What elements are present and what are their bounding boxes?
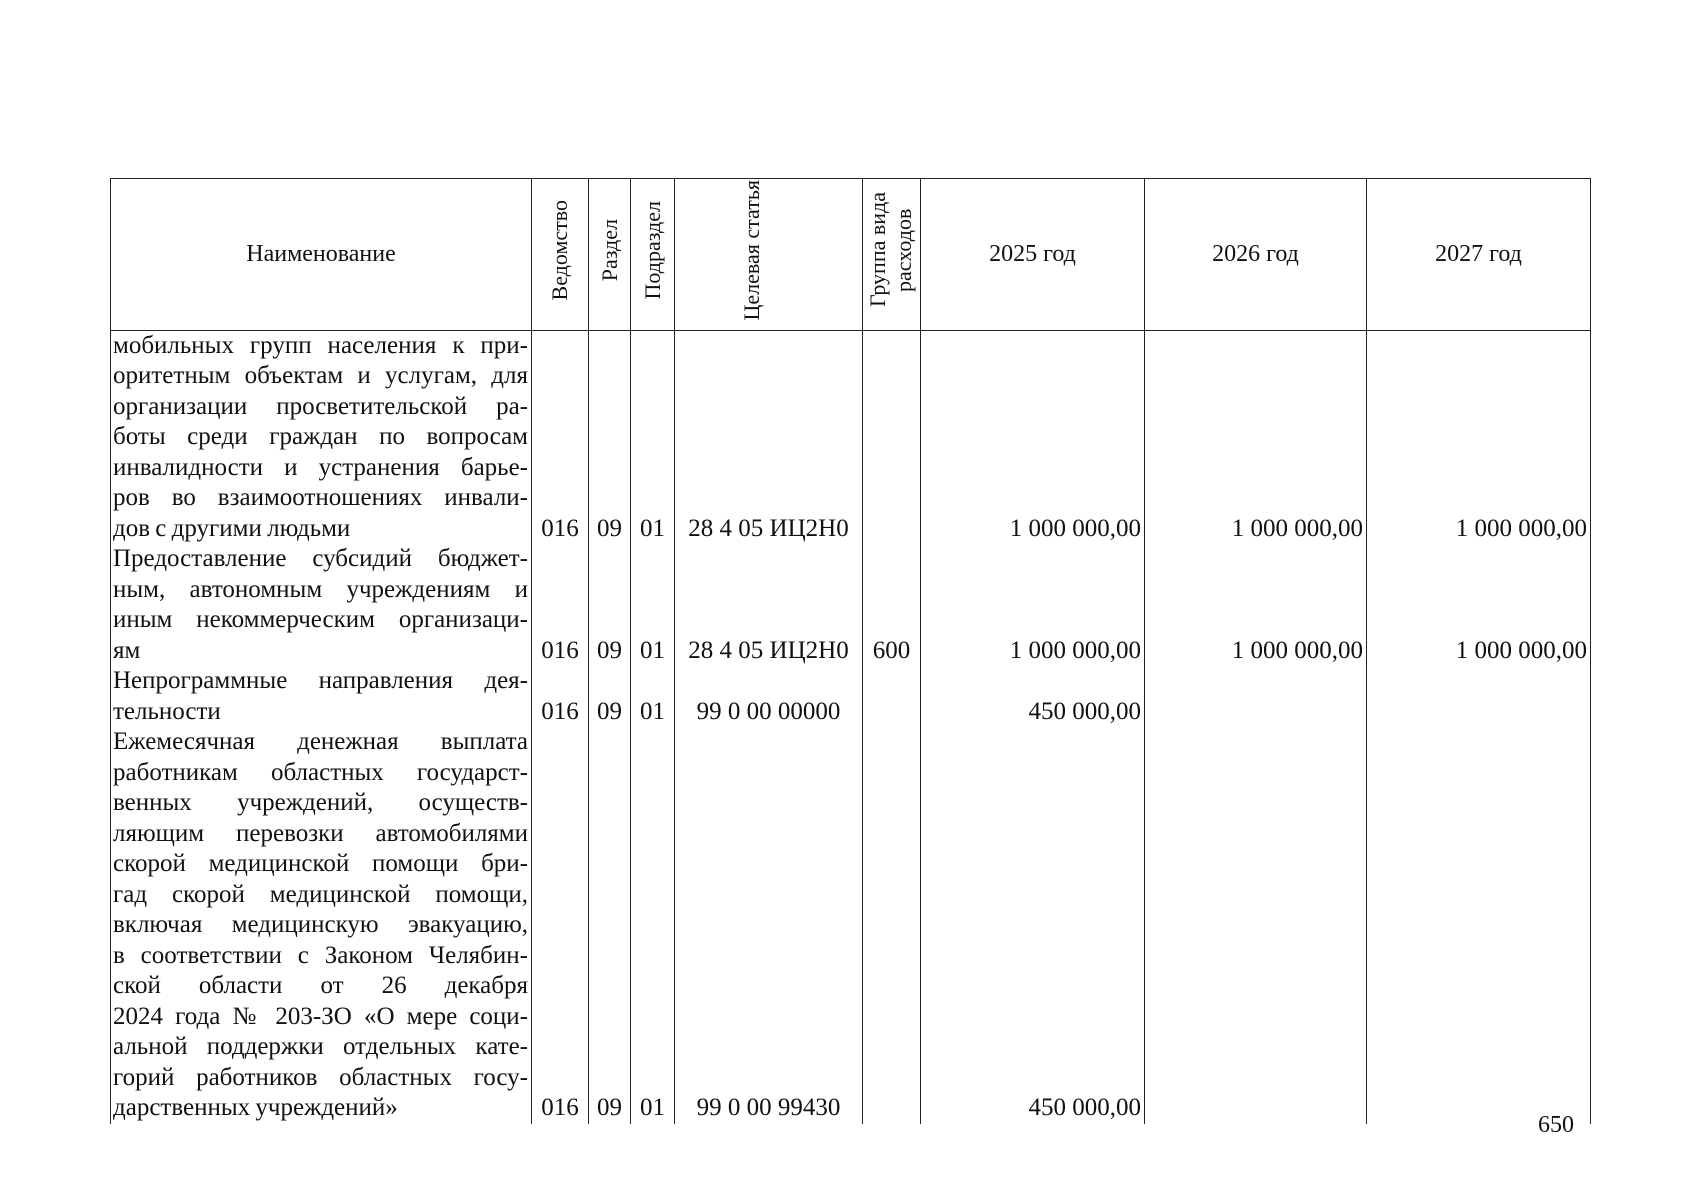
row-celevaya: 99 0 00 00000 bbox=[675, 666, 863, 727]
row-name-line: ской области от 26 декабря bbox=[113, 972, 528, 999]
table-row bbox=[111, 666, 1591, 727]
row-name-line: венных учреждений, осуществ- bbox=[113, 789, 528, 816]
row-name bbox=[111, 544, 532, 666]
header-name: Наименование bbox=[111, 179, 532, 331]
row-name-line: дов с другими людьми bbox=[113, 514, 351, 542]
row-2026: 1 000 000,00 bbox=[1145, 330, 1367, 544]
page-number: 650 bbox=[1538, 1112, 1574, 1138]
row-name-line: горий работников областных госу- bbox=[113, 1063, 528, 1091]
row-2025: 1 000 000,00 bbox=[921, 330, 1145, 544]
row-name-line: иным некоммерческим организаци- bbox=[113, 606, 528, 633]
header-2026: 2026 год bbox=[1145, 179, 1367, 331]
budget-table bbox=[110, 178, 1591, 1124]
row-2027: 1 000 000,00 bbox=[1367, 544, 1591, 666]
row-name bbox=[111, 666, 532, 727]
row-name-line: ям bbox=[113, 636, 141, 664]
row-razdel: 09 bbox=[589, 666, 631, 727]
header-2027: 2027 год bbox=[1367, 179, 1591, 331]
row-name bbox=[111, 727, 532, 1124]
row-2026 bbox=[1145, 666, 1367, 727]
row-name-line: боты среди граждан по вопросам bbox=[113, 423, 528, 450]
row-name-line: инвалидности и устранения барье- bbox=[113, 453, 528, 481]
table-row bbox=[111, 544, 1591, 666]
row-razdel: 09 bbox=[589, 727, 631, 1124]
row-name-line: Непрограммные направления дея- bbox=[113, 667, 528, 694]
row-celevaya: 99 0 00 99430 bbox=[675, 727, 863, 1124]
row-name-line: работникам областных государст- bbox=[113, 758, 528, 786]
row-name-line: гад скорой медицинской помощи, bbox=[113, 880, 528, 908]
row-podrazdel: 01 bbox=[631, 544, 675, 666]
header-row bbox=[111, 179, 1591, 331]
row-gruppa bbox=[863, 727, 921, 1124]
header-razdel: Раздел bbox=[589, 179, 631, 331]
row-2027 bbox=[1367, 666, 1591, 727]
row-vedomstvo: 016 bbox=[532, 330, 589, 544]
row-podrazdel: 01 bbox=[631, 666, 675, 727]
row-2025: 1 000 000,00 bbox=[921, 544, 1145, 666]
row-name bbox=[111, 330, 532, 544]
row-2025: 450 000,00 bbox=[921, 727, 1145, 1124]
row-name-line: Ежемесячная денежная выплата bbox=[113, 728, 528, 755]
row-name-line: ров во взаимоотношениях инвали- bbox=[113, 484, 528, 511]
header-podrazdel: Подраздел bbox=[631, 179, 675, 331]
header-gruppa: Группа вида расходов bbox=[863, 179, 921, 331]
header-celevaya: Целевая статья bbox=[675, 179, 863, 331]
row-name-line: тельности bbox=[113, 697, 221, 725]
table-row bbox=[111, 330, 1591, 544]
row-2026 bbox=[1145, 727, 1367, 1124]
row-gruppa bbox=[863, 330, 921, 544]
row-vedomstvo: 016 bbox=[532, 666, 589, 727]
row-gruppa: 600 bbox=[863, 544, 921, 666]
row-name-line: оритетным объектам и услугам, для bbox=[113, 362, 528, 389]
row-name-line: в соответствии с Законом Челябин- bbox=[113, 941, 528, 969]
table-row bbox=[111, 727, 1591, 1124]
row-razdel: 09 bbox=[589, 330, 631, 544]
row-razdel: 09 bbox=[589, 544, 631, 666]
row-gruppa bbox=[863, 666, 921, 727]
row-2026: 1 000 000,00 bbox=[1145, 544, 1367, 666]
row-2027: 1 000 000,00 bbox=[1367, 330, 1591, 544]
row-name-line: 2024 года № 203-ЗО «О мере соци- bbox=[113, 1002, 528, 1030]
row-2025: 450 000,00 bbox=[921, 666, 1145, 727]
row-vedomstvo: 016 bbox=[532, 544, 589, 666]
header-vedomstvo: Ведомство bbox=[532, 179, 589, 331]
row-name-line: ляющим перевозки автомобилями bbox=[113, 819, 528, 847]
row-podrazdel: 01 bbox=[631, 330, 675, 544]
row-celevaya: 28 4 05 ИЦ2Н0 bbox=[675, 330, 863, 544]
row-vedomstvo: 016 bbox=[532, 727, 589, 1124]
row-2027 bbox=[1367, 727, 1591, 1124]
row-name-line: ным, автономным учреждениям и bbox=[113, 575, 528, 603]
row-name-line: скорой медицинской помощи бри- bbox=[113, 850, 528, 877]
row-name-line: Предоставление субсидий бюджет- bbox=[113, 545, 528, 572]
row-podrazdel: 01 bbox=[631, 727, 675, 1124]
header-2025: 2025 год bbox=[921, 179, 1145, 331]
row-name-line: включая медицинскую эвакуацию, bbox=[113, 911, 528, 938]
row-celevaya: 28 4 05 ИЦ2Н0 bbox=[675, 544, 863, 666]
row-name-line: альной поддержки отдельных кате- bbox=[113, 1033, 528, 1060]
row-name-line: мобильных групп населения к при- bbox=[113, 331, 528, 359]
row-name-line: дарственных учреждений» bbox=[113, 1094, 398, 1121]
row-name-line: организации просветительской ра- bbox=[113, 392, 528, 420]
